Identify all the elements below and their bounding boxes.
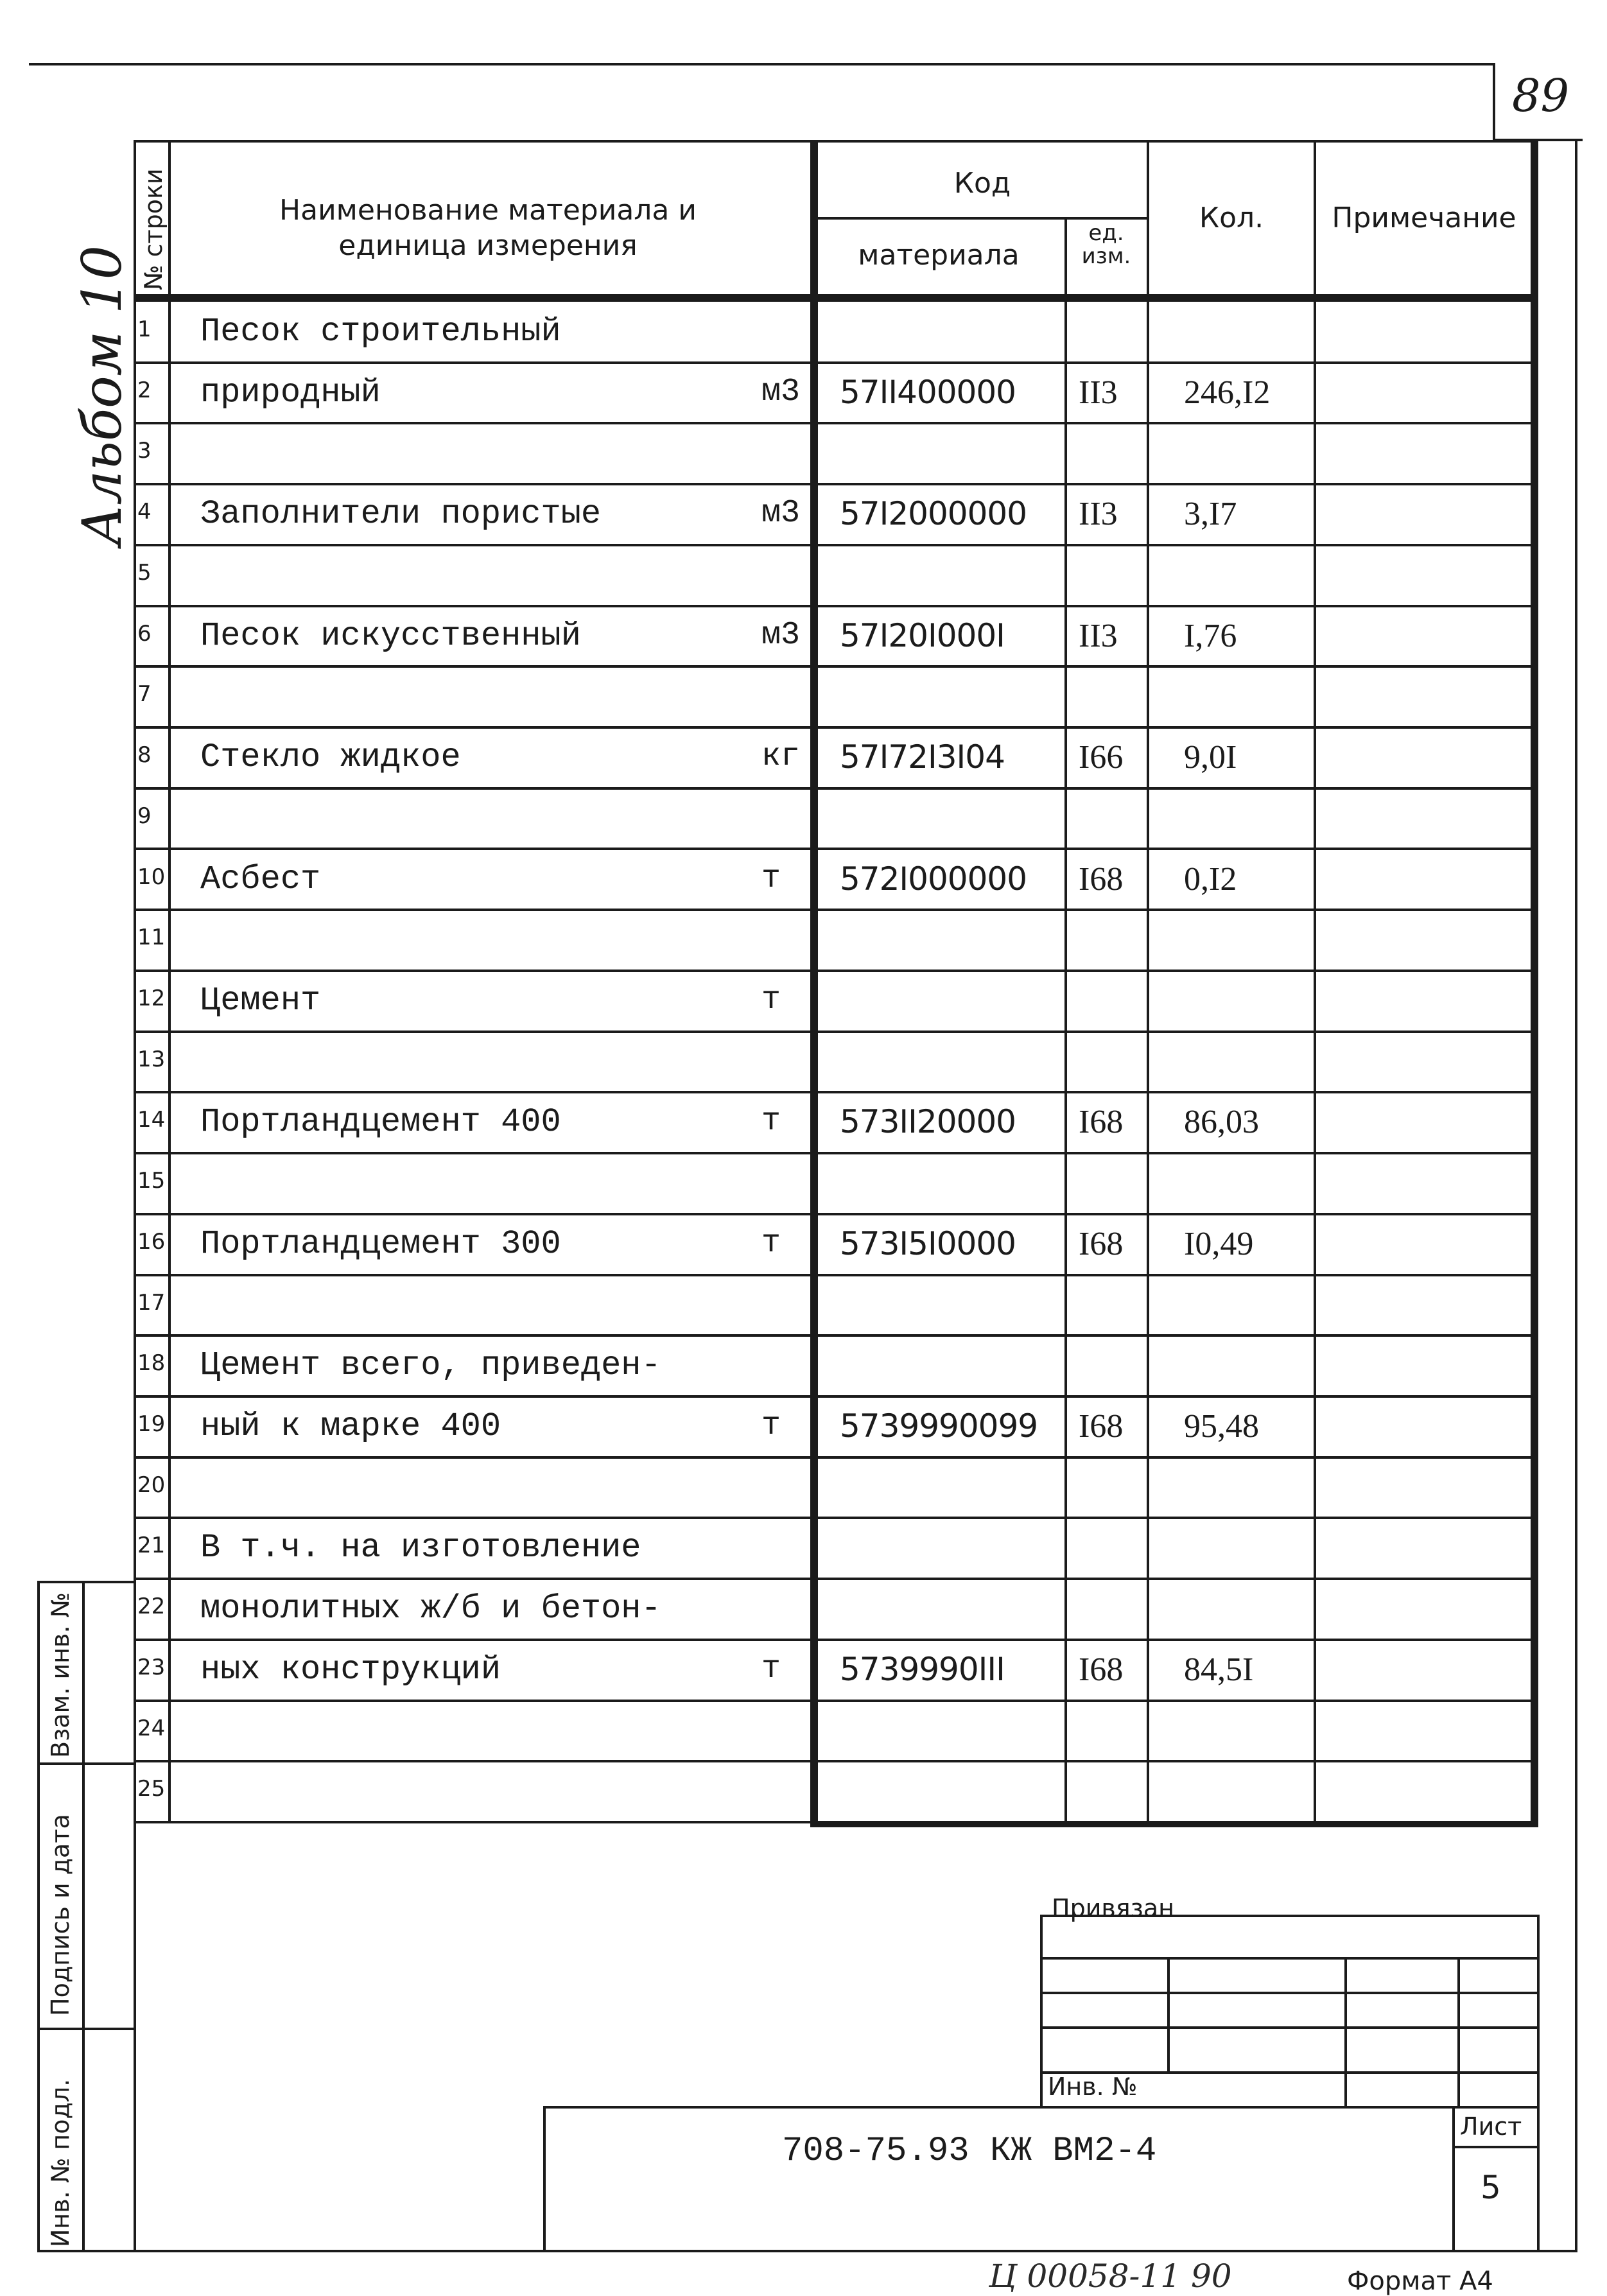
row-number: 18 (137, 1350, 166, 1377)
row-number: 20 (137, 1472, 166, 1498)
privyazan-label: Привязан (1052, 1894, 1174, 1922)
row-material-name: ных конструкций (200, 1650, 501, 1689)
row-number: 3 (137, 438, 152, 464)
row-separator (134, 1213, 1538, 1215)
row-separator (134, 1578, 1538, 1580)
stamp-vzam-label: Взам. инв. № (46, 1592, 74, 1758)
row-number: 21 (137, 1533, 166, 1559)
row-quantity: I0,49 (1184, 1225, 1254, 1262)
handwritten-archive-number: Ц 00058-11 90 (989, 2257, 1232, 2295)
doc-block-left (543, 2106, 546, 2251)
row-unit: т (761, 860, 781, 897)
row-number: 19 (137, 1411, 166, 1437)
header-bottom-line (134, 294, 1538, 302)
row-unit: т (761, 1224, 781, 1262)
frame-bottom (134, 2250, 1577, 2252)
header-code-material: материала (858, 239, 1020, 272)
row-separator (134, 1334, 1538, 1337)
row-number: 12 (137, 985, 166, 1011)
row-separator (134, 1517, 1538, 1519)
row-unit: м3 (761, 495, 801, 532)
privyazan-row-1 (1040, 1957, 1540, 1960)
row-material-name: Асбест (200, 860, 321, 898)
col-line-qty (1314, 140, 1316, 1822)
row-material-code: 572I000000 (840, 860, 1027, 898)
privyazan-col-3 (1457, 1957, 1460, 2107)
top-border-line (29, 63, 1493, 65)
row-separator (134, 1274, 1538, 1276)
doc-block-top (543, 2106, 1540, 2109)
row-number: 25 (137, 1776, 166, 1802)
row-number: 11 (137, 925, 166, 951)
row-material-code: 57I72I3I04 (840, 738, 1005, 776)
row-separator (134, 1456, 1538, 1459)
row-unit-code: II3 (1079, 374, 1118, 411)
row-separator (134, 1152, 1538, 1154)
page-number: 89 (1512, 69, 1570, 122)
row-material-name: природный (200, 373, 381, 412)
row-unit: кг (761, 738, 801, 776)
row-material-name: Песок строительный (200, 313, 561, 351)
col-line-mu (1147, 140, 1149, 1822)
row-unit-code: II3 (1079, 496, 1118, 533)
header-note: Примечание (1332, 202, 1516, 234)
row-material-name: монолитных ж/б и бетон- (200, 1590, 661, 1628)
privyazan-right (1537, 1915, 1540, 2250)
col-line-rowno (168, 140, 171, 1822)
row-material-name: Заполнители пористые (200, 495, 602, 534)
row-material-name: Стекло жидкое (200, 738, 461, 777)
row-separator (134, 909, 1538, 911)
row-number: 17 (137, 1289, 166, 1316)
row-quantity: 95,48 (1184, 1408, 1259, 1445)
row-separator (134, 1031, 1538, 1033)
row-separator (134, 1821, 814, 1823)
row-material-code: 573I5I0000 (840, 1224, 1016, 1262)
col-line-left (134, 140, 136, 1822)
privyazan-col-1 (1167, 1957, 1170, 2071)
stamp-line-bottom (37, 2250, 135, 2252)
row-number: 16 (137, 1228, 166, 1255)
row-number: 6 (137, 620, 152, 647)
row-separator (134, 1760, 1538, 1762)
row-separator (134, 726, 1538, 729)
stamp-line-2 (37, 2028, 135, 2030)
row-quantity: 86,03 (1184, 1104, 1259, 1141)
stamp-line-top (37, 1581, 135, 1583)
frame-left-below-table (134, 1822, 136, 2252)
row-quantity: 3,I7 (1184, 496, 1237, 533)
row-material-name: Цемент всего, приведен- (200, 1346, 661, 1385)
row-number: 4 (137, 499, 152, 525)
row-number: 1 (137, 317, 152, 343)
row-number: 23 (137, 1654, 166, 1680)
row-separator (134, 665, 1538, 668)
row-number: 10 (137, 864, 166, 890)
col-line-code (1064, 218, 1067, 1822)
row-number: 8 (137, 742, 152, 769)
row-separator (134, 1091, 1538, 1093)
row-unit-code: I68 (1079, 1225, 1124, 1262)
row-material-code: 57II400000 (840, 373, 1016, 411)
row-separator (810, 1821, 1538, 1827)
row-number: 15 (137, 1168, 166, 1194)
album-label: Альбом 10 (71, 245, 134, 546)
header-code-unit: ед. изм. (1081, 220, 1131, 269)
row-separator (134, 787, 1538, 790)
row-quantity: 9,0I (1184, 739, 1237, 776)
page-number-box-left (1493, 63, 1495, 140)
row-material-name: Портландцемент 400 (200, 1103, 561, 1142)
row-separator (134, 361, 1538, 364)
sheet-label: Лист (1460, 2112, 1522, 2141)
row-unit: м3 (761, 373, 801, 410)
sheet-col-left (1452, 2106, 1455, 2251)
row-material-code: 573II20000 (840, 1103, 1016, 1141)
row-material-name: В т.ч. на изготовление (200, 1529, 641, 1567)
row-material-code: 5739990099 (840, 1407, 1038, 1445)
stamp-inv-podl-label: Инв. № подл. (46, 2078, 74, 2247)
row-separator (134, 605, 1538, 607)
row-separator (134, 1639, 1538, 1641)
privyazan-row-2 (1040, 1992, 1540, 1994)
format-label: Формат А4 (1347, 2266, 1493, 2296)
sheet-label-line (1452, 2146, 1540, 2148)
header-qty: Кол. (1199, 202, 1264, 234)
row-number: 7 (137, 681, 152, 708)
row-unit: т (761, 1103, 781, 1140)
row-number: 14 (137, 1107, 166, 1133)
row-unit-code: II3 (1079, 617, 1118, 654)
row-material-code: 57I2000000 (840, 495, 1027, 533)
inv-no-label: Инв. № (1048, 2073, 1138, 2101)
doc-code: 708-75.93 КЖ ВМ2-4 (782, 2132, 1157, 2171)
row-unit-code: I66 (1079, 739, 1124, 776)
header-code-group: Код (953, 167, 1011, 200)
row-separator (134, 1395, 1538, 1398)
header-row-no: № строки (139, 168, 168, 290)
row-number: 9 (137, 803, 152, 829)
privyazan-left (1040, 1915, 1043, 2107)
code-header-split (812, 217, 1148, 220)
row-quantity: 0,I2 (1184, 860, 1237, 898)
right-outer-border (1575, 140, 1577, 2252)
row-separator (134, 970, 1538, 972)
row-number: 5 (137, 559, 152, 586)
row-quantity: 246,I2 (1184, 374, 1271, 411)
row-unit: т (761, 1407, 781, 1444)
row-material-name: Портландцемент 300 (200, 1224, 561, 1263)
table-top-line (134, 140, 1538, 143)
row-separator (134, 848, 1538, 850)
privyazan-row-3 (1040, 2026, 1540, 2029)
row-number: 2 (137, 377, 152, 403)
row-material-code: 5739990III (840, 1650, 1005, 1688)
stamp-line-outer (37, 1581, 40, 2252)
row-separator (134, 1700, 1538, 1702)
row-unit: т (761, 981, 781, 1018)
header-name: Наименование материала и единица измерения (279, 194, 697, 262)
stamp-line-inner (82, 1581, 85, 2252)
row-unit-code: I68 (1079, 1408, 1124, 1445)
row-unit: м3 (761, 616, 801, 654)
row-unit: т (761, 1650, 781, 1687)
stamp-podpis-label: Подпись и дата (46, 1814, 74, 2016)
row-separator (134, 422, 1538, 424)
col-line-name (810, 140, 818, 1822)
row-separator (134, 483, 1538, 485)
row-number: 22 (137, 1594, 166, 1620)
row-separator (134, 544, 1538, 546)
row-number: 13 (137, 1046, 166, 1072)
row-material-name: Песок искусственный (200, 616, 581, 655)
row-material-name: ный к марке 400 (200, 1407, 501, 1445)
row-material-code: 57I20I000I (840, 616, 1005, 654)
row-material-name: Цемент (200, 981, 321, 1020)
row-number: 24 (137, 1715, 166, 1741)
row-unit-code: I68 (1079, 860, 1124, 898)
privyazan-col-2 (1344, 1957, 1347, 2107)
sheet-number: 5 (1481, 2169, 1501, 2206)
row-unit-code: I68 (1079, 1651, 1124, 1688)
col-line-right (1531, 140, 1538, 1822)
row-unit-code: I68 (1079, 1104, 1124, 1141)
row-quantity: 84,5I (1184, 1651, 1254, 1688)
stamp-line-1 (37, 1762, 135, 1765)
row-quantity: I,76 (1184, 617, 1237, 654)
